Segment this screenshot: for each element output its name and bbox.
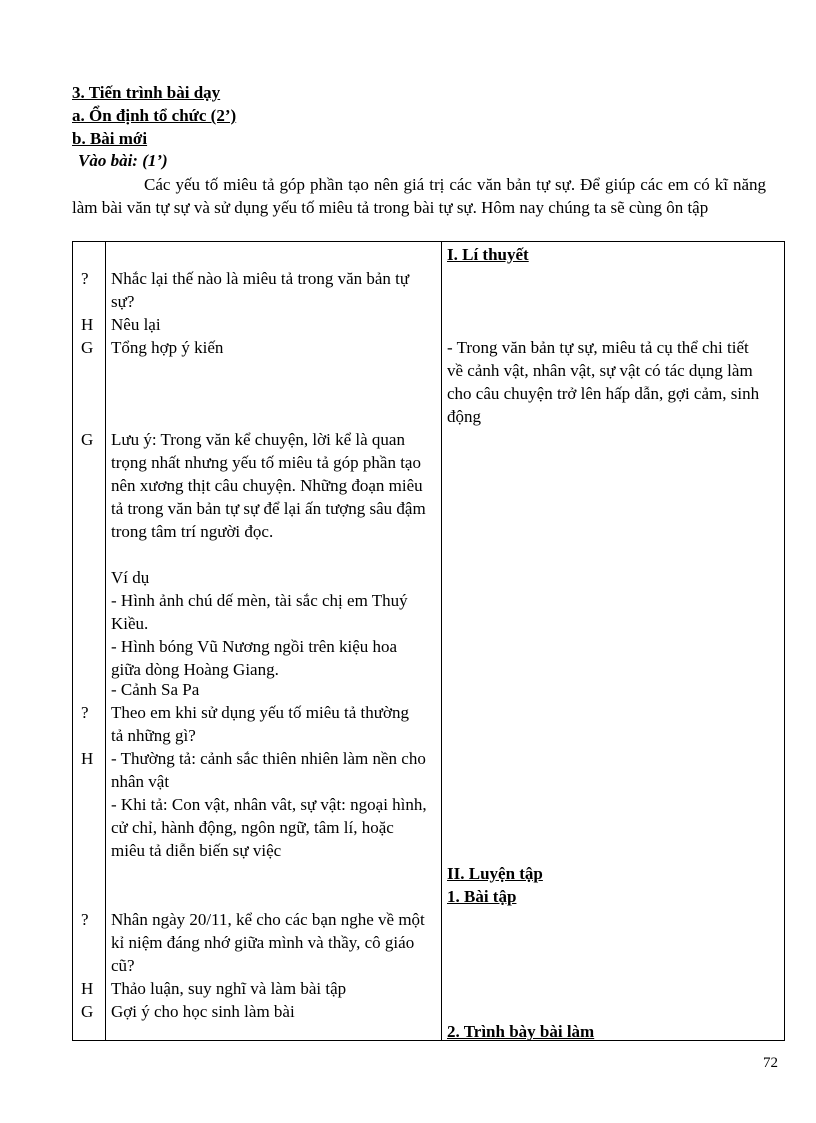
intro-label: Vào bài: (1’) xyxy=(78,151,168,170)
example-label: Ví dụ xyxy=(111,568,150,587)
teacher-guide: Gợi ý cho học sinh làm bài xyxy=(111,1002,295,1021)
row-marker: H xyxy=(81,979,94,998)
example-2: - Hình bóng Vũ Nương ngồi trên kiệu hoa giữa dòng Hoàng Giang. xyxy=(111,637,398,679)
presentation-heading: 2. Trình bày bài làm xyxy=(447,1022,595,1041)
example-3: - Cảnh Sa Pa xyxy=(111,680,200,699)
intro-text: Các yếu tố miêu tả góp phần tạo nên giá trị các văn bản tự sự. Để giúp các em có kĩ năng làm bài văn tự sự và sử dụng yếu tố miêu tả trong bài tự sự. Hôm nay chúng ta sẽ cùng ôn tập xyxy=(72,175,766,217)
question-2: Theo em khi sử dụng yếu tố miêu tả thường tả những gì? xyxy=(111,703,409,745)
answer-3: Thảo luận, suy nghĩ và làm bài tập xyxy=(111,979,347,998)
question-3: Nhân ngày 20/11, kể cho các bạn nghe về một kỉ niệm đáng nhớ giữa mình và thầy, cô giáo cũ? xyxy=(111,910,425,975)
theory-text: - Trong văn bản tự sự, miêu tả cụ thể chi tiết về cảnh vật, nhân vật, sự vật có tác dụng làm cho câu chuyện trở lên hấp dẫn, gợi cảm, sinh động xyxy=(447,338,760,426)
lesson-table xyxy=(72,241,785,1041)
question-1: Nhắc lại thế nào là miêu tả trong văn bản tự sự? xyxy=(111,269,410,311)
row-marker: H xyxy=(81,315,94,334)
subheading-a: a. Ổn định tổ chức (2’) xyxy=(72,106,237,125)
row-marker: H xyxy=(81,749,94,768)
teacher-note: Lưu ý: Trong văn kể chuyện, lời kể là quan trọng nhất nhưng yếu tố miêu tả góp phần tạo nên xương thịt câu chuyện. Những đoạn miêu tả trong văn bản tự sự để lại ấn tượng sâu đậm trong tâm trí người đọc. xyxy=(111,430,426,541)
page-number: 72 xyxy=(763,1055,778,1071)
answer-2b: - Khi tả: Con vật, nhân vât, sự vật: ngoại hình, cử chỉ, hành động, ngôn ngữ, tâm lí, hoặc miêu tả diễn biến sự việc xyxy=(111,795,427,860)
intro-paragraph xyxy=(72,173,766,219)
answer-2a: - Thường tả: cảnh sắc thiên nhiên làm nền cho nhân vật xyxy=(111,749,426,791)
theory-heading: I. Lí thuyết xyxy=(447,245,529,264)
row-marker: ? xyxy=(81,269,89,288)
row-marker: ? xyxy=(81,910,89,929)
answer-1: Nêu lại xyxy=(111,315,161,334)
section-heading-3: 3. Tiến trình bài dạy xyxy=(72,83,221,102)
example-1: - Hình ảnh chú dế mèn, tài sắc chị em Thuý Kiều. xyxy=(111,591,408,633)
row-marker: G xyxy=(81,430,94,449)
row-marker: G xyxy=(81,338,94,357)
practice-heading: II. Luyện tập xyxy=(447,864,543,883)
column-divider-2 xyxy=(441,242,442,1040)
row-marker: ? xyxy=(81,703,89,722)
teacher-summary: Tổng hợp ý kiến xyxy=(111,338,224,357)
exercise-heading: 1. Bài tập xyxy=(447,887,517,906)
row-marker: G xyxy=(81,1002,94,1021)
column-divider-1 xyxy=(105,242,106,1040)
subheading-b: b. Bài mới xyxy=(72,129,148,148)
